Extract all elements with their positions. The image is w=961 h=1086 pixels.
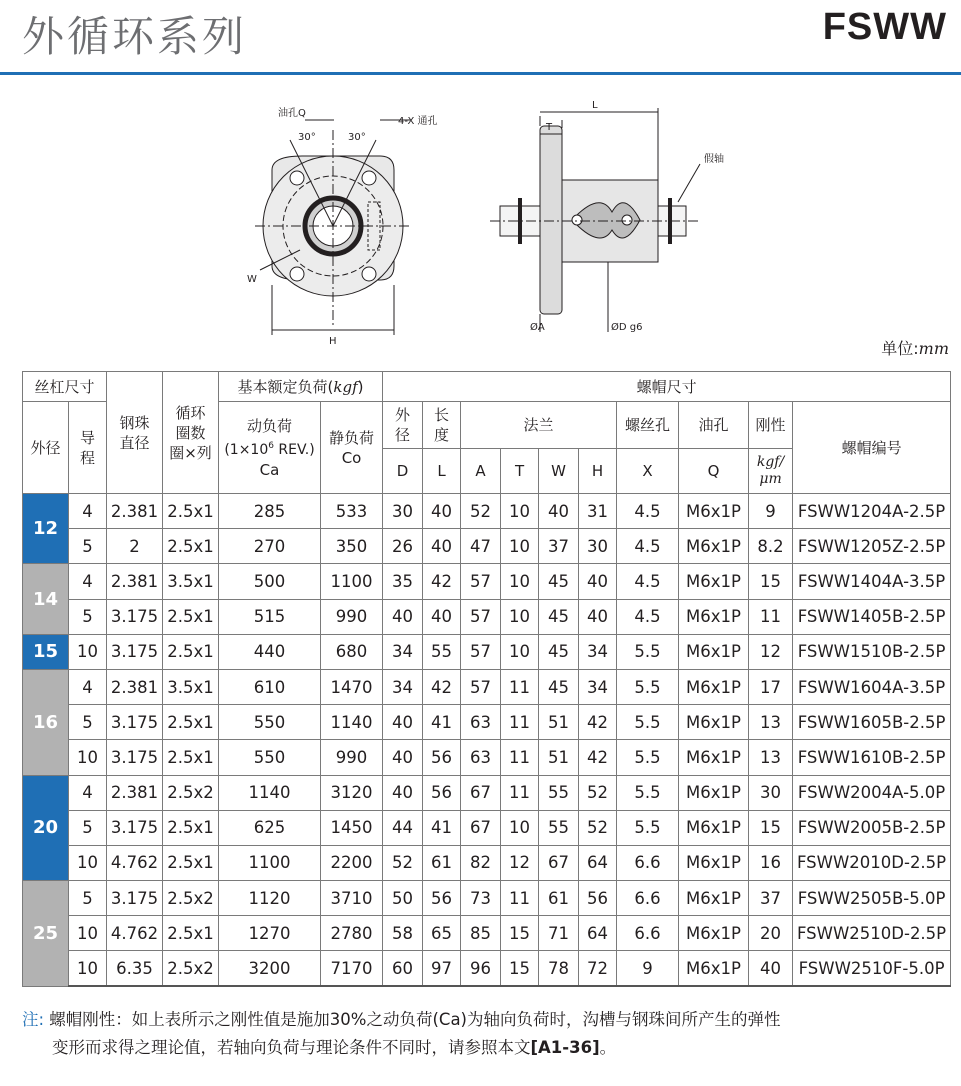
ball-dia-cell: 3.175 <box>107 810 163 845</box>
flange-w-cell: 71 <box>539 916 579 951</box>
oil-hole-cell: M6x1P <box>679 599 749 634</box>
nut-od-cell: 58 <box>383 916 423 951</box>
circuits-cell: 2.5x1 <box>163 740 219 775</box>
bolt-hole-cell: 4.5 <box>617 564 679 599</box>
oil-hole-cell: M6x1P <box>679 705 749 740</box>
oil-hole-cell: M6x1P <box>679 845 749 880</box>
table-row <box>23 669 951 704</box>
circuits-cell: 2.5x1 <box>163 634 219 669</box>
bolt-hole-cell: 6.6 <box>617 916 679 951</box>
th-nut-od: 外径 <box>383 402 423 449</box>
th-sym-w: W <box>539 449 579 494</box>
static-load-cell: 350 <box>321 529 383 564</box>
footnote <box>22 1006 952 1062</box>
stiffness-cell: 17 <box>749 669 793 704</box>
th-dynamic-load: 动负荷 ($1\times 10^6$ REV.) Ca <box>219 402 321 494</box>
model-no-cell: FSWW1604A-3.5P <box>793 669 951 704</box>
circuits-cell: 2.5x1 <box>163 599 219 634</box>
flange-a-cell: 85 <box>461 916 501 951</box>
th-nut-length: 长度 <box>423 402 461 449</box>
nut-od-cell: 34 <box>383 669 423 704</box>
nut-length-cell: 40 <box>423 494 461 529</box>
oil-hole-cell: M6x1P <box>679 775 749 810</box>
screw-od-cell: 16 <box>23 669 69 775</box>
dynamic-load-cell: 285 <box>219 494 321 529</box>
th-sym-d: D <box>383 449 423 494</box>
nut-od-cell: 40 <box>383 599 423 634</box>
nut-od-cell: 35 <box>383 564 423 599</box>
spec-table <box>22 371 951 987</box>
bolt-hole-cell: 5.5 <box>617 740 679 775</box>
table-row <box>23 916 951 951</box>
flange-h-cell: 30 <box>579 529 617 564</box>
ball-dia-cell: 4.762 <box>107 916 163 951</box>
flange-a-cell: 57 <box>461 634 501 669</box>
oil-hole-cell: M6x1P <box>679 564 749 599</box>
header-divider <box>0 72 961 75</box>
nut-od-cell: 50 <box>383 881 423 916</box>
th-nut-size: 螺帽尺寸 <box>383 372 951 402</box>
oil-hole-cell: M6x1P <box>679 951 749 986</box>
flange-h-cell: 34 <box>579 669 617 704</box>
stiffness-cell: 16 <box>749 845 793 880</box>
flange-a-cell: 73 <box>461 881 501 916</box>
dynamic-load-cell: 625 <box>219 810 321 845</box>
nut-length-cell: 65 <box>423 916 461 951</box>
model-no-cell: FSWW1204A-2.5P <box>793 494 951 529</box>
lead-cell: 10 <box>69 740 107 775</box>
dynamic-load-cell: 515 <box>219 599 321 634</box>
lead-cell: 5 <box>69 705 107 740</box>
ball-dia-cell: 4.762 <box>107 845 163 880</box>
model-no-cell: FSWW1404A-3.5P <box>793 564 951 599</box>
flange-w-cell: 51 <box>539 740 579 775</box>
lead-cell: 4 <box>69 564 107 599</box>
th-sym-l: L <box>423 449 461 494</box>
lead-cell: 5 <box>69 810 107 845</box>
lead-cell: 4 <box>69 775 107 810</box>
circuits-cell: 2.5x1 <box>163 845 219 880</box>
th-sym-a: A <box>461 449 501 494</box>
screw-od-cell: 12 <box>23 494 69 564</box>
stiffness-cell: 15 <box>749 564 793 599</box>
static-load-cell: 1470 <box>321 669 383 704</box>
flange-t-cell: 11 <box>501 881 539 916</box>
stiffness-cell: 30 <box>749 775 793 810</box>
flange-w-cell: 55 <box>539 810 579 845</box>
stiffness-cell: 12 <box>749 634 793 669</box>
static-load-cell: 3710 <box>321 881 383 916</box>
model-no-cell: FSWW2005B-2.5P <box>793 810 951 845</box>
bolt-hole-cell: 6.6 <box>617 881 679 916</box>
flange-h-cell: 31 <box>579 494 617 529</box>
table-row <box>23 599 951 634</box>
front-view <box>255 120 410 335</box>
unit-value: mm <box>918 339 949 358</box>
static-load-cell: 3120 <box>321 775 383 810</box>
model-no-cell: FSWW1205Z-2.5P <box>793 529 951 564</box>
model-no-cell: FSWW2004A-5.0P <box>793 775 951 810</box>
screw-od-cell: 20 <box>23 775 69 881</box>
flange-t-cell: 11 <box>501 705 539 740</box>
th-ball-diameter: 钢珠直径 <box>107 372 163 494</box>
th-circuits: 循环圈数圈×列 <box>163 372 219 494</box>
dia-d-label: ØD g6 <box>611 322 643 333</box>
flange-t-cell: 11 <box>501 740 539 775</box>
screw-od-cell: 14 <box>23 564 69 634</box>
table-row <box>23 634 951 669</box>
static-load-cell: 533 <box>321 494 383 529</box>
flange-a-cell: 63 <box>461 740 501 775</box>
table-row <box>23 740 951 775</box>
stiffness-cell: 8.2 <box>749 529 793 564</box>
oil-hole-cell: M6x1P <box>679 669 749 704</box>
flange-w-cell: 45 <box>539 669 579 704</box>
flange-a-cell: 57 <box>461 669 501 704</box>
dynamic-load-cell: 550 <box>219 740 321 775</box>
side-view <box>490 108 700 332</box>
dynamic-load-cell: 550 <box>219 705 321 740</box>
screw-od-cell: 15 <box>23 634 69 669</box>
dynamic-load-cell: 270 <box>219 529 321 564</box>
nut-length-cell: 40 <box>423 599 461 634</box>
bolt-hole-cell: 5.5 <box>617 810 679 845</box>
bolt-hole-cell: 4.5 <box>617 529 679 564</box>
nut-od-cell: 52 <box>383 845 423 880</box>
nut-length-cell: 56 <box>423 881 461 916</box>
flange-w-cell: 78 <box>539 951 579 986</box>
nut-length-cell: 41 <box>423 705 461 740</box>
technical-drawing <box>0 90 961 350</box>
flange-h-cell: 56 <box>579 881 617 916</box>
flange-h-cell: 64 <box>579 845 617 880</box>
spec-table-body <box>23 494 951 987</box>
flange-t-cell: 11 <box>501 775 539 810</box>
circuits-cell: 2.5x2 <box>163 775 219 810</box>
dummy-shaft-label: 假轴 <box>704 154 724 165</box>
circuits-cell: 3.5x1 <box>163 669 219 704</box>
nut-od-cell: 44 <box>383 810 423 845</box>
nut-od-cell: 40 <box>383 740 423 775</box>
nut-od-cell: 40 <box>383 775 423 810</box>
ball-dia-cell: 3.175 <box>107 599 163 634</box>
flange-h-cell: 52 <box>579 810 617 845</box>
footnote-ref: [A1-36] <box>530 1038 600 1057</box>
stiffness-cell: 9 <box>749 494 793 529</box>
table-row <box>23 881 951 916</box>
table-row <box>23 494 951 529</box>
bolt-hole-cell: 5.5 <box>617 705 679 740</box>
flange-t-cell: 15 <box>501 951 539 986</box>
bolt-hole-cell: 6.6 <box>617 845 679 880</box>
flange-w-cell: 51 <box>539 705 579 740</box>
page-title: 外循环系列 <box>22 12 248 61</box>
static-load-cell: 2780 <box>321 916 383 951</box>
circuits-cell: 3.5x1 <box>163 564 219 599</box>
dynamic-load-cell: 1120 <box>219 881 321 916</box>
flange-t-cell: 10 <box>501 634 539 669</box>
circuits-cell: 2.5x2 <box>163 951 219 986</box>
dynamic-load-cell: 1270 <box>219 916 321 951</box>
width-w-label: W <box>247 274 257 285</box>
th-stiffness: 刚性 <box>749 402 793 449</box>
th-stiffness-unit: kgf/ μm <box>749 449 793 494</box>
flange-t-cell: 11 <box>501 669 539 704</box>
stiffness-cell: 13 <box>749 705 793 740</box>
ball-dia-cell: 2 <box>107 529 163 564</box>
angle-left-label: 30° <box>298 132 316 143</box>
bolt-hole-cell: 9 <box>617 951 679 986</box>
nut-length-cell: 97 <box>423 951 461 986</box>
table-row <box>23 951 951 986</box>
static-load-cell: 990 <box>321 740 383 775</box>
circuits-cell: 2.5x1 <box>163 810 219 845</box>
bolt-hole-cell: 5.5 <box>617 775 679 810</box>
angle-right-label: 30° <box>348 132 366 143</box>
screw-od-cell: 25 <box>23 881 69 987</box>
lead-cell: 5 <box>69 599 107 634</box>
lead-cell: 5 <box>69 881 107 916</box>
stiffness-cell: 20 <box>749 916 793 951</box>
static-load-cell: 680 <box>321 634 383 669</box>
oil-hole-cell: M6x1P <box>679 494 749 529</box>
flange-t-label: T <box>546 122 553 133</box>
nut-od-cell: 34 <box>383 634 423 669</box>
oil-hole-cell: M6x1P <box>679 529 749 564</box>
th-od: 外径 <box>23 402 69 494</box>
dia-a-label: ØA <box>530 322 545 333</box>
static-load-cell: 1450 <box>321 810 383 845</box>
ball-dia-cell: 2.381 <box>107 669 163 704</box>
flange-a-cell: 96 <box>461 951 501 986</box>
ball-dia-cell: 3.175 <box>107 634 163 669</box>
model-no-cell: FSWW1405B-2.5P <box>793 599 951 634</box>
nut-length-cell: 41 <box>423 810 461 845</box>
flange-h-cell: 64 <box>579 916 617 951</box>
dynamic-load-cell: 500 <box>219 564 321 599</box>
flange-w-cell: 67 <box>539 845 579 880</box>
flange-h-cell: 40 <box>579 599 617 634</box>
flange-w-cell: 45 <box>539 599 579 634</box>
flange-h-cell: 42 <box>579 740 617 775</box>
bolt-hole-cell: 5.5 <box>617 669 679 704</box>
nut-length-cell: 61 <box>423 845 461 880</box>
th-lead: 导程 <box>69 402 107 494</box>
dynamic-load-cell: 440 <box>219 634 321 669</box>
series-code: FSWW <box>822 6 947 48</box>
circuits-cell: 2.5x1 <box>163 529 219 564</box>
th-oil-hole: 油孔 <box>679 402 749 449</box>
dynamic-load-cell: 3200 <box>219 951 321 986</box>
nut-od-cell: 40 <box>383 705 423 740</box>
ball-dia-cell: 2.381 <box>107 775 163 810</box>
th-static-load: 静负荷 Co <box>321 402 383 494</box>
lead-cell: 4 <box>69 669 107 704</box>
flange-a-cell: 67 <box>461 775 501 810</box>
ball-dia-cell: 2.381 <box>107 564 163 599</box>
table-row <box>23 845 951 880</box>
dynamic-load-cell: 1100 <box>219 845 321 880</box>
flange-w-cell: 40 <box>539 494 579 529</box>
table-row <box>23 810 951 845</box>
nut-length-cell: 42 <box>423 669 461 704</box>
static-load-cell: 2200 <box>321 845 383 880</box>
dynamic-load-cell: 610 <box>219 669 321 704</box>
flange-a-cell: 67 <box>461 810 501 845</box>
model-no-cell: FSWW2510F-5.0P <box>793 951 951 986</box>
lead-cell: 10 <box>69 634 107 669</box>
flange-h-cell: 42 <box>579 705 617 740</box>
model-no-cell: FSWW1510B-2.5P <box>793 634 951 669</box>
footnote-label: 注: <box>22 1010 45 1029</box>
oil-hole-cell: M6x1P <box>679 634 749 669</box>
th-sym-q: Q <box>679 449 749 494</box>
page-header <box>0 0 961 74</box>
flange-a-cell: 63 <box>461 705 501 740</box>
bolt-hole-cell: 4.5 <box>617 599 679 634</box>
table-row <box>23 564 951 599</box>
lead-cell: 10 <box>69 951 107 986</box>
stiffness-cell: 37 <box>749 881 793 916</box>
th-load-rating: 基本额定负荷(kgf) <box>219 372 383 402</box>
th-model-no: 螺帽编号 <box>793 402 951 494</box>
nut-length-cell: 42 <box>423 564 461 599</box>
flange-w-cell: 45 <box>539 634 579 669</box>
flange-a-cell: 57 <box>461 564 501 599</box>
circuits-cell: 2.5x2 <box>163 881 219 916</box>
height-h-label: H <box>329 336 337 347</box>
model-no-cell: FSWW2010D-2.5P <box>793 845 951 880</box>
stiffness-cell: 15 <box>749 810 793 845</box>
nut-od-cell: 60 <box>383 951 423 986</box>
nut-length-cell: 56 <box>423 740 461 775</box>
static-load-cell: 1100 <box>321 564 383 599</box>
ball-dia-cell: 2.381 <box>107 494 163 529</box>
oil-hole-cell: M6x1P <box>679 740 749 775</box>
stiffness-cell: 11 <box>749 599 793 634</box>
model-no-cell: FSWW1605B-2.5P <box>793 705 951 740</box>
th-screw-size: 丝杠尺寸 <box>23 372 107 402</box>
stiffness-cell: 40 <box>749 951 793 986</box>
th-bolt-hole: 螺丝孔 <box>617 402 679 449</box>
ball-dia-cell: 3.175 <box>107 705 163 740</box>
model-no-cell: FSWW2505B-5.0P <box>793 881 951 916</box>
flange-a-cell: 52 <box>461 494 501 529</box>
footnote-line-1: 注: 螺帽刚性：如上表所示之刚性值是施加30%之动负荷(Ca)为轴向负荷时，沟槽与钢珠间所产生的弹性 <box>22 1010 781 1029</box>
th-flange: 法兰 <box>461 402 617 449</box>
lead-cell: 4 <box>69 494 107 529</box>
ball-dia-cell: 3.175 <box>107 740 163 775</box>
static-load-cell: 1140 <box>321 705 383 740</box>
bolt-hole-cell: 4.5 <box>617 494 679 529</box>
through-holes-label: 4-X 通孔 <box>398 116 438 127</box>
flange-w-cell: 61 <box>539 881 579 916</box>
table-row <box>23 529 951 564</box>
lead-cell: 5 <box>69 529 107 564</box>
th-sym-t: T <box>501 449 539 494</box>
ball-dia-cell: 3.175 <box>107 881 163 916</box>
circuits-cell: 2.5x1 <box>163 705 219 740</box>
circuits-cell: 2.5x1 <box>163 916 219 951</box>
flange-h-cell: 72 <box>579 951 617 986</box>
flange-t-cell: 10 <box>501 529 539 564</box>
lead-cell: 10 <box>69 845 107 880</box>
flange-a-cell: 47 <box>461 529 501 564</box>
nut-od-cell: 26 <box>383 529 423 564</box>
nut-length-cell: 40 <box>423 529 461 564</box>
oil-hole-cell: M6x1P <box>679 881 749 916</box>
oil-hole-label: 油孔Q <box>278 108 306 119</box>
flange-h-cell: 52 <box>579 775 617 810</box>
flange-h-cell: 34 <box>579 634 617 669</box>
flange-t-cell: 15 <box>501 916 539 951</box>
unit-label: 单位:mm <box>881 339 949 358</box>
flange-a-cell: 82 <box>461 845 501 880</box>
flange-w-cell: 45 <box>539 564 579 599</box>
flange-t-cell: 12 <box>501 845 539 880</box>
footnote-line-2: 变形而求得之理论值，若轴向负荷与理论条件不同时，请参照本文[A1-36]。 <box>52 1038 617 1057</box>
static-load-cell: 7170 <box>321 951 383 986</box>
lead-cell: 10 <box>69 916 107 951</box>
flange-t-cell: 10 <box>501 599 539 634</box>
ball-dia-cell: 6.35 <box>107 951 163 986</box>
th-sym-x: X <box>617 449 679 494</box>
bolt-hole-cell: 5.5 <box>617 634 679 669</box>
nut-od-cell: 30 <box>383 494 423 529</box>
flange-t-cell: 10 <box>501 494 539 529</box>
flange-a-cell: 57 <box>461 599 501 634</box>
flange-t-cell: 10 <box>501 810 539 845</box>
th-sym-h: H <box>579 449 617 494</box>
static-load-cell: 990 <box>321 599 383 634</box>
flange-w-cell: 55 <box>539 775 579 810</box>
oil-hole-cell: M6x1P <box>679 810 749 845</box>
model-no-cell: FSWW2510D-2.5P <box>793 916 951 951</box>
table-row <box>23 775 951 810</box>
model-no-cell: FSWW1610B-2.5P <box>793 740 951 775</box>
nut-length-cell: 55 <box>423 634 461 669</box>
flange-h-cell: 40 <box>579 564 617 599</box>
stiffness-cell: 13 <box>749 740 793 775</box>
flange-w-cell: 37 <box>539 529 579 564</box>
flange-t-cell: 10 <box>501 564 539 599</box>
dynamic-load-cell: 1140 <box>219 775 321 810</box>
nut-length-cell: 56 <box>423 775 461 810</box>
oil-hole-cell: M6x1P <box>679 916 749 951</box>
length-l-label: L <box>592 100 598 111</box>
circuits-cell: 2.5x1 <box>163 494 219 529</box>
table-row <box>23 705 951 740</box>
